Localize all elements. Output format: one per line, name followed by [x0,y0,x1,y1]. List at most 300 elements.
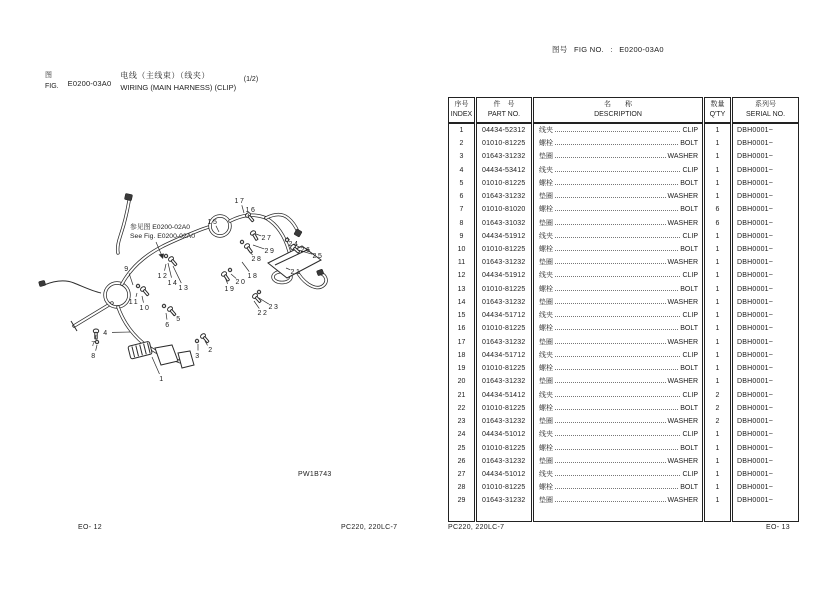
callout-number: 20 [235,279,247,286]
desc-cn: 螺栓 [539,285,553,293]
harness-tubes [74,201,326,362]
desc-cn: 垫圈 [539,153,553,161]
cell-index: 20 [457,378,466,386]
callout-number: 21 [290,269,302,276]
callout-number: 15 [207,219,219,226]
desc-en: WASHER [667,418,698,426]
callout-number: 8 [91,353,97,360]
desc-cn: 螺栓 [539,365,553,373]
table-row [449,442,799,455]
table-row [449,349,799,362]
cell-description [533,349,704,362]
cell-index: 10 [457,246,466,254]
cell-qty: 2 [704,402,732,415]
cell-part-no: 01010-81225 [476,243,533,256]
desc-cn: 螺栓 [539,404,553,412]
table-row [449,204,799,217]
desc-cn: 线夹 [539,391,553,399]
callout-number: 19 [224,286,236,293]
figure-title-cn: 电线（主线束）（线夹） [120,71,210,80]
callout-leader [166,313,167,320]
fig-no-label-cn: 图号 [552,45,568,54]
callout-number: 29 [264,248,276,255]
callout-number: 4 [103,330,109,337]
cell-description [533,415,704,428]
drawing-code: PW1B743 [298,471,332,478]
table-row [449,468,799,481]
dotted-leader [555,263,666,264]
desc-cn: 螺栓 [539,140,553,148]
cell-index: 27 [457,471,466,478]
callout-number: 16 [245,207,257,214]
cell-serial-no: DBH0001~ [732,336,799,349]
col-header-part-no: 件 号 PART NO. [476,98,533,124]
cell-serial-no: DBH0001~ [732,455,799,468]
callout-number: 24 [288,241,300,248]
cell-index: 11 [457,259,466,267]
cell-part-no: 01643-31232 [476,151,533,164]
dotted-leader [555,435,680,436]
desc-en: BOLT [680,484,698,492]
cell-part-no: 04434-51912 [476,270,533,283]
table-row [449,429,799,442]
cell-qty: 1 [704,123,732,137]
callout-leader [242,262,249,272]
desc-cn: 线夹 [539,351,553,359]
table-row [449,362,799,375]
cell-serial-no: DBH0001~ [732,389,799,402]
cell-index: 17 [457,338,466,346]
desc-en: WASHER [667,338,698,346]
cell-description [533,151,704,164]
cell-qty: 1 [704,455,732,468]
cell-part-no: 01010-81225 [476,323,533,336]
desc-cn: 垫圈 [539,219,553,227]
cell-index: 14 [457,298,466,306]
cell-part-no: 01643-31232 [476,190,533,203]
dotted-leader [555,237,680,238]
figure-number: E0200-03A0 [67,79,112,88]
connector-right-upper [294,229,302,237]
cell-description [533,468,704,481]
desc-cn: 线夹 [539,166,553,174]
cell-serial-no: DBH0001~ [732,151,799,164]
harness-diagram-svg [30,185,350,405]
dotted-leader [555,303,666,304]
cell-index: 12 [457,272,466,280]
cell-serial-no: DBH0001~ [732,230,799,243]
sheet-indicator: (1/2) [243,76,259,83]
fig-label-en: FIG. [45,83,59,90]
table-row [449,270,799,283]
cell-index: 6 [459,193,464,201]
fig-no-header [552,44,668,55]
cell-qty: 1 [704,177,732,190]
cell-index: 26 [457,457,466,465]
desc-en: BOLT [680,325,698,333]
callout-number: 23 [268,304,280,311]
cell-part-no: 01643-31032 [476,217,533,230]
cell-qty: 1 [704,283,732,296]
desc-en: CLIP [682,431,698,439]
dotted-leader [555,157,666,158]
cell-qty: 1 [704,230,732,243]
callout-leader [152,357,159,374]
cell-serial-no: DBH0001~ [732,123,799,137]
dotted-leader [555,462,666,463]
cell-part-no: 01010-81225 [476,177,533,190]
cell-serial-no: DBH0001~ [732,349,799,362]
cell-part-no: 04434-51712 [476,349,533,362]
table-row [449,389,799,402]
callout-number: 10 [139,305,151,312]
callout-number: 2 [208,347,214,354]
cell-index: 16 [457,325,466,333]
cell-description [533,323,704,336]
dotted-leader [555,382,666,383]
callout-leader [216,226,219,232]
dotted-leader [555,449,678,450]
cell-index: 28 [457,484,466,492]
desc-en: BOLT [680,246,698,254]
cell-part-no: 01010-81020 [476,204,533,217]
cell-qty: 1 [704,309,732,322]
cell-serial-no: DBH0001~ [732,481,799,494]
cell-qty: 1 [704,495,732,508]
cell-index: 23 [457,418,466,426]
cell-description [533,389,704,402]
callout-number: 17 [234,198,246,205]
dotted-leader [555,422,666,423]
callout-leader [129,273,133,285]
ribbed-clamp [128,341,152,359]
desc-cn: 螺栓 [539,325,553,333]
table-row [449,309,799,322]
cell-qty: 1 [704,190,732,203]
cell-description [533,402,704,415]
cell-index: 7 [459,206,464,214]
desc-en: CLIP [682,391,698,399]
table-row [449,164,799,177]
cell-part-no: 04434-51412 [476,389,533,402]
cell-qty: 6 [704,217,732,230]
callout-number: 22 [257,310,269,317]
desc-cn: 线夹 [539,126,553,134]
callout-number: 14 [167,280,179,287]
desc-cn: 线夹 [539,431,553,439]
table-row [449,177,799,190]
cell-index: 25 [457,444,466,452]
desc-en: WASHER [667,457,698,465]
dotted-leader [555,197,666,198]
cell-index: 8 [459,219,464,227]
cell-serial-no: DBH0001~ [732,137,799,150]
cell-part-no: 04434-53412 [476,164,533,177]
desc-en: WASHER [667,219,698,227]
see-fig-reference [130,222,195,259]
cell-description [533,376,704,389]
table-row [449,376,799,389]
cell-part-no: 01010-81225 [476,442,533,455]
cell-serial-no: DBH0001~ [732,256,799,269]
table-filler-row [449,508,799,522]
cell-serial-no: DBH0001~ [732,270,799,283]
cell-part-no: 01643-31232 [476,495,533,508]
dotted-leader [555,276,680,277]
cell-part-no: 01643-31232 [476,256,533,269]
dotted-leader [555,250,678,251]
cell-serial-no: DBH0001~ [732,296,799,309]
callout-leader [165,264,166,271]
cell-index: 15 [457,312,466,320]
cell-part-no: 01643-31232 [476,296,533,309]
desc-en: BOLT [680,140,698,148]
callout-number: 28 [251,256,263,263]
cell-description [533,256,704,269]
desc-cn: 垫圈 [539,378,553,386]
callout-number: 6 [165,322,171,329]
desc-en: CLIP [682,126,698,134]
dotted-leader [555,501,666,502]
cell-serial-no: DBH0001~ [732,376,799,389]
cell-part-no: 04434-51912 [476,230,533,243]
desc-cn: 垫圈 [539,418,553,426]
cell-qty: 1 [704,349,732,362]
cell-part-no: 04434-51012 [476,468,533,481]
callout-number: 11 [128,299,140,306]
cell-description [533,243,704,256]
cell-qty: 1 [704,137,732,150]
left-page-number: EO- 12 [78,524,102,531]
cell-index: 18 [457,351,466,359]
cell-index: 4 [459,166,464,174]
desc-en: WASHER [667,298,698,306]
cell-serial-no: DBH0001~ [732,243,799,256]
cell-serial-no: DBH0001~ [732,190,799,203]
cell-description [533,309,704,322]
callout-number: 25 [312,253,324,260]
dotted-leader [555,210,678,211]
desc-en: BOLT [680,285,698,293]
callout-number: 26 [300,247,312,254]
callout-leader [142,296,143,303]
cell-description [533,442,704,455]
see-fig-cn: 参见图 E0200-02A0 [130,224,191,231]
dotted-leader [555,184,678,185]
cell-serial-no: DBH0001~ [732,204,799,217]
desc-en: WASHER [667,378,698,386]
cell-qty: 1 [704,481,732,494]
cell-description [533,230,704,243]
table-row [449,283,799,296]
dotted-leader [555,131,680,132]
cell-index: 1 [459,126,464,134]
cell-description [533,190,704,203]
cell-part-no: 01643-31232 [476,376,533,389]
cell-part-no: 04434-51712 [476,309,533,322]
cell-part-no: 01643-31232 [476,415,533,428]
fig-no-colon: : [610,45,613,54]
dotted-leader [555,369,678,370]
cell-description [533,495,704,508]
cell-description [533,362,704,375]
desc-en: BOLT [680,206,698,214]
cell-index: 2 [459,140,464,148]
table-row [449,243,799,256]
callout-number: 18 [247,273,259,280]
cell-qty: 1 [704,336,732,349]
cell-description [533,204,704,217]
cell-qty: 2 [704,415,732,428]
left-model-label: PC220, 220LC-7 [341,524,398,531]
desc-cn: 垫圈 [539,259,553,267]
desc-cn: 螺栓 [539,484,553,492]
callout-number: 5 [176,316,182,323]
clamp-bracket-group [128,341,194,368]
dotted-leader [555,224,666,225]
cell-description [533,217,704,230]
desc-cn: 螺栓 [539,206,553,214]
callout-number: 27 [261,235,273,242]
cell-description [533,283,704,296]
cell-index: 21 [457,391,466,399]
dotted-leader [555,329,678,330]
parts-table-body [449,123,799,522]
desc-en: CLIP [682,166,698,174]
desc-cn: 垫圈 [539,338,553,346]
cell-serial-no: DBH0001~ [732,177,799,190]
figure-title-en: WIRING (MAIN HARNESS) (CLIP) [120,83,237,92]
desc-cn: 线夹 [539,312,553,320]
cell-part-no: 01010-81225 [476,362,533,375]
dotted-leader [555,488,678,489]
figure-header [45,70,259,94]
desc-cn: 垫圈 [539,457,553,465]
cell-qty: 1 [704,270,732,283]
cell-qty: 1 [704,362,732,375]
desc-en: BOLT [680,444,698,452]
cell-index: 19 [457,365,466,373]
cell-index: 22 [457,404,466,412]
callout-leader [242,205,244,213]
desc-cn: 螺栓 [539,179,553,187]
desc-cn: 螺栓 [539,444,553,452]
cell-serial-no: DBH0001~ [732,402,799,415]
cell-description [533,429,704,442]
dotted-leader [555,343,666,344]
callout-number: 1 [159,376,165,383]
cell-description [533,455,704,468]
dotted-leader [555,316,680,317]
connector-left [39,280,46,286]
callout-number: 7 [91,341,97,348]
col-header-index: 序号 INDEX [449,98,476,124]
callout-leader [256,234,261,236]
dotted-leader [555,144,678,145]
dotted-leader [555,171,680,172]
desc-cn: 线夹 [539,232,553,240]
dotted-leader [555,356,680,357]
table-row [449,415,799,428]
callout-leader [168,263,172,278]
table-row [449,230,799,243]
harness-diagram [30,185,350,405]
parts-table-header [449,98,799,124]
cell-description [533,270,704,283]
table-row [449,296,799,309]
cell-qty: 1 [704,376,732,389]
cell-serial-no: DBH0001~ [732,217,799,230]
cell-description [533,177,704,190]
table-row [449,402,799,415]
desc-en: WASHER [667,497,698,505]
dotted-leader [555,396,680,397]
cell-serial-no: DBH0001~ [732,429,799,442]
cell-qty: 1 [704,164,732,177]
dotted-leader [555,475,680,476]
fig-label-cn: 图 [45,72,52,79]
table-row [449,481,799,494]
callout-number: 13 [178,285,190,292]
table-row [449,217,799,230]
cell-index: 13 [457,285,466,293]
desc-en: CLIP [682,351,698,359]
cell-description [533,137,704,150]
desc-en: CLIP [682,312,698,320]
desc-en: BOLT [680,179,698,187]
cell-serial-no: DBH0001~ [732,362,799,375]
cell-description [533,481,704,494]
col-header-serial-no: 系列号 SERIAL NO. [732,98,799,124]
cell-serial-no: DBH0001~ [732,415,799,428]
desc-en: WASHER [667,259,698,267]
table-row [449,123,799,137]
table-row [449,495,799,508]
cell-part-no: 04434-51012 [476,429,533,442]
desc-en: BOLT [680,404,698,412]
see-fig-en: See Fig. E0200-02A0 [130,233,195,240]
cell-index: 9 [459,232,464,240]
callout-number: 9 [124,266,130,273]
callout-leader [231,274,236,279]
table-row [449,455,799,468]
desc-en: CLIP [682,232,698,240]
parts-table [448,97,799,522]
cell-description [533,123,704,137]
table-row [449,190,799,203]
desc-cn: 线夹 [539,272,553,280]
dotted-leader [555,290,678,291]
callout-leader [253,245,264,249]
right-page-number: EO- 13 [766,524,790,531]
cell-index: 3 [459,153,464,161]
cell-description [533,164,704,177]
cell-part-no: 01643-31232 [476,455,533,468]
desc-en: BOLT [680,365,698,373]
cell-qty: 1 [704,151,732,164]
cell-index: 29 [457,497,466,505]
desc-en: CLIP [682,272,698,280]
cell-qty: 2 [704,389,732,402]
cell-part-no: 01010-81225 [476,481,533,494]
cell-serial-no: DBH0001~ [732,309,799,322]
cell-part-no: 01010-81225 [476,137,533,150]
col-header-description: 名 称 DESCRIPTION [533,98,704,124]
cell-serial-no: DBH0001~ [732,442,799,455]
parts-table-container [448,97,798,522]
dotted-leader [555,409,678,410]
callout-leader [136,293,137,297]
